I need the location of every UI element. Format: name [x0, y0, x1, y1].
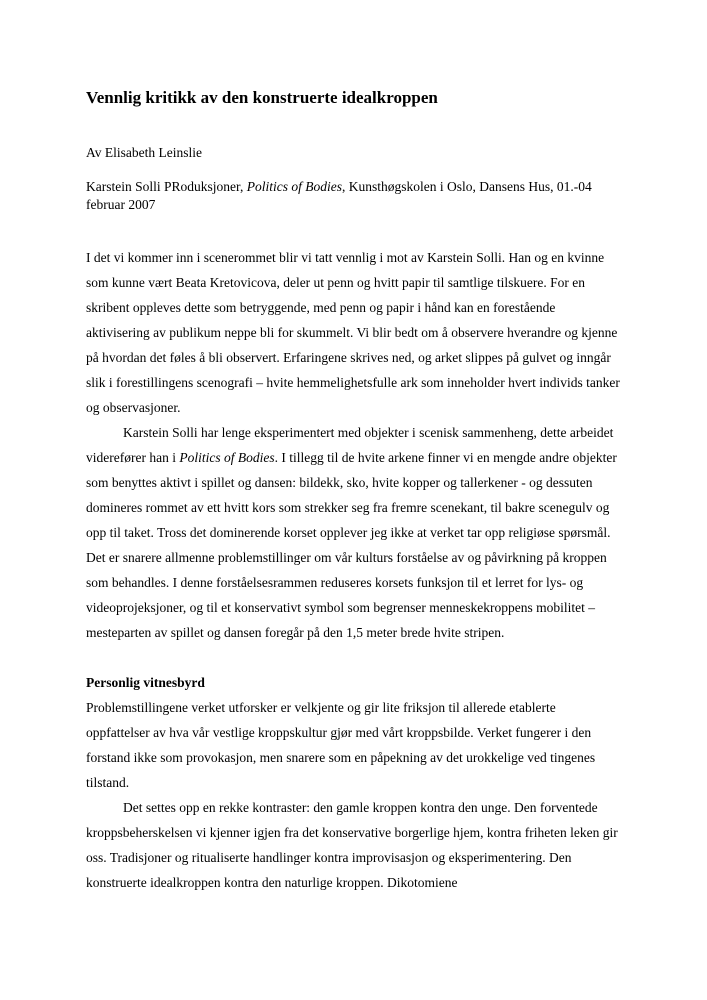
document-title: Vennlig kritikk av den konstruerte idealkroppen: [86, 88, 438, 107]
text-segment: I det vi kommer inn i scenerommet blir vi tatt vennlig i mot av Karstein Solli. Han og en kvinne som kunne vært Beata Kretovicova, deler ut penn og hvitt papir til samtlige tilskuere. For en skribent oppleves dette som betryggende, med penn og papir i hånd kan en forestående aktivisering av publikum neppe bli for skummelt. Vi blir bedt om å observere hverandre og kjenne på hvordan det føles å bli observert. Erfaringene skrives ned, og arket slippes på gulvet og inngår slik i forestillingens scenografi – hvite hemmelighetsfulle ark som inneholder hvert individs tanker og observasjoner.: [86, 250, 620, 415]
document-body: [86, 245, 621, 895]
paragraph: [86, 245, 621, 420]
paragraph: [86, 795, 621, 895]
work-title-italic: Politics of Bodies: [246, 179, 342, 194]
text-segment: . I tillegg til de hvite arkene finner vi en mengde andre objekter som benyttes aktivt i spillet og dansen: bildekk, sko, hvite kopper og tallerkener - og dessuten domineres rommet av ett hvitt kors som strekker seg fra fremre scenekant, til bakre scenegulv og opp til taket. Tross det dominerende korset opplever jeg ikke at verket tar opp religiøse spørsmål. Det er snarere allmenne problemstillinger om vår kulturs forståelse av og påvirkning på kroppen som behandles. I denne forståelsesrammen reduseres korsets funksjon til et lerret for lys- og videoprojeksjoner, og til et konservativt symbol som begrenser menneskekroppens mobilitet – mesteparten av spillet og dansen foregår på den 1,5 meter brede hvite stripen.: [86, 450, 617, 640]
text-segment: , Kunsthøgskolen i Oslo, Dansens Hus, 01.-04 februar 2007: [86, 179, 592, 212]
text-segment: Problemstillingene verket utforsker er velkjente og gir lite friksjon til allerede etablerte oppfattelser av hva vår vestlige kroppskultur gjør med vårt kroppsbilde. Verket fungerer i den forstand ikke som provokasjon, men snarere som en påpekning av det urokkelige ved tingenes tilstand.: [86, 700, 596, 790]
text-segment: Karstein Solli har lenge eksperimentert med objekter i scenisk sammenheng, dette arbeidet viderefører han i: [86, 425, 614, 465]
work-title-italic: Politics of Bodies: [179, 450, 275, 465]
production-credit: [86, 178, 621, 214]
text-segment: Det settes opp en rekke kontraster: den gamle kroppen kontra den unge. Den forventede kroppsbeherskelsen vi kjenner igjen fra det konservative borgerlige hjem, kontra friheten leken gir oss. Tradisjoner og ritualiserte handlinger kontra improvisasjon og eksperimentering. Den konstruerte idealkroppen kontra den naturlige kroppen. Dikotomiene: [86, 800, 618, 890]
byline: Av Elisabeth Leinslie: [86, 145, 202, 160]
paragraph: [86, 420, 621, 645]
paragraph: [86, 695, 621, 795]
section-heading: Personlig vitnesbyrd: [86, 675, 205, 690]
text-segment: Karstein Solli PRoduksjoner,: [86, 179, 247, 194]
